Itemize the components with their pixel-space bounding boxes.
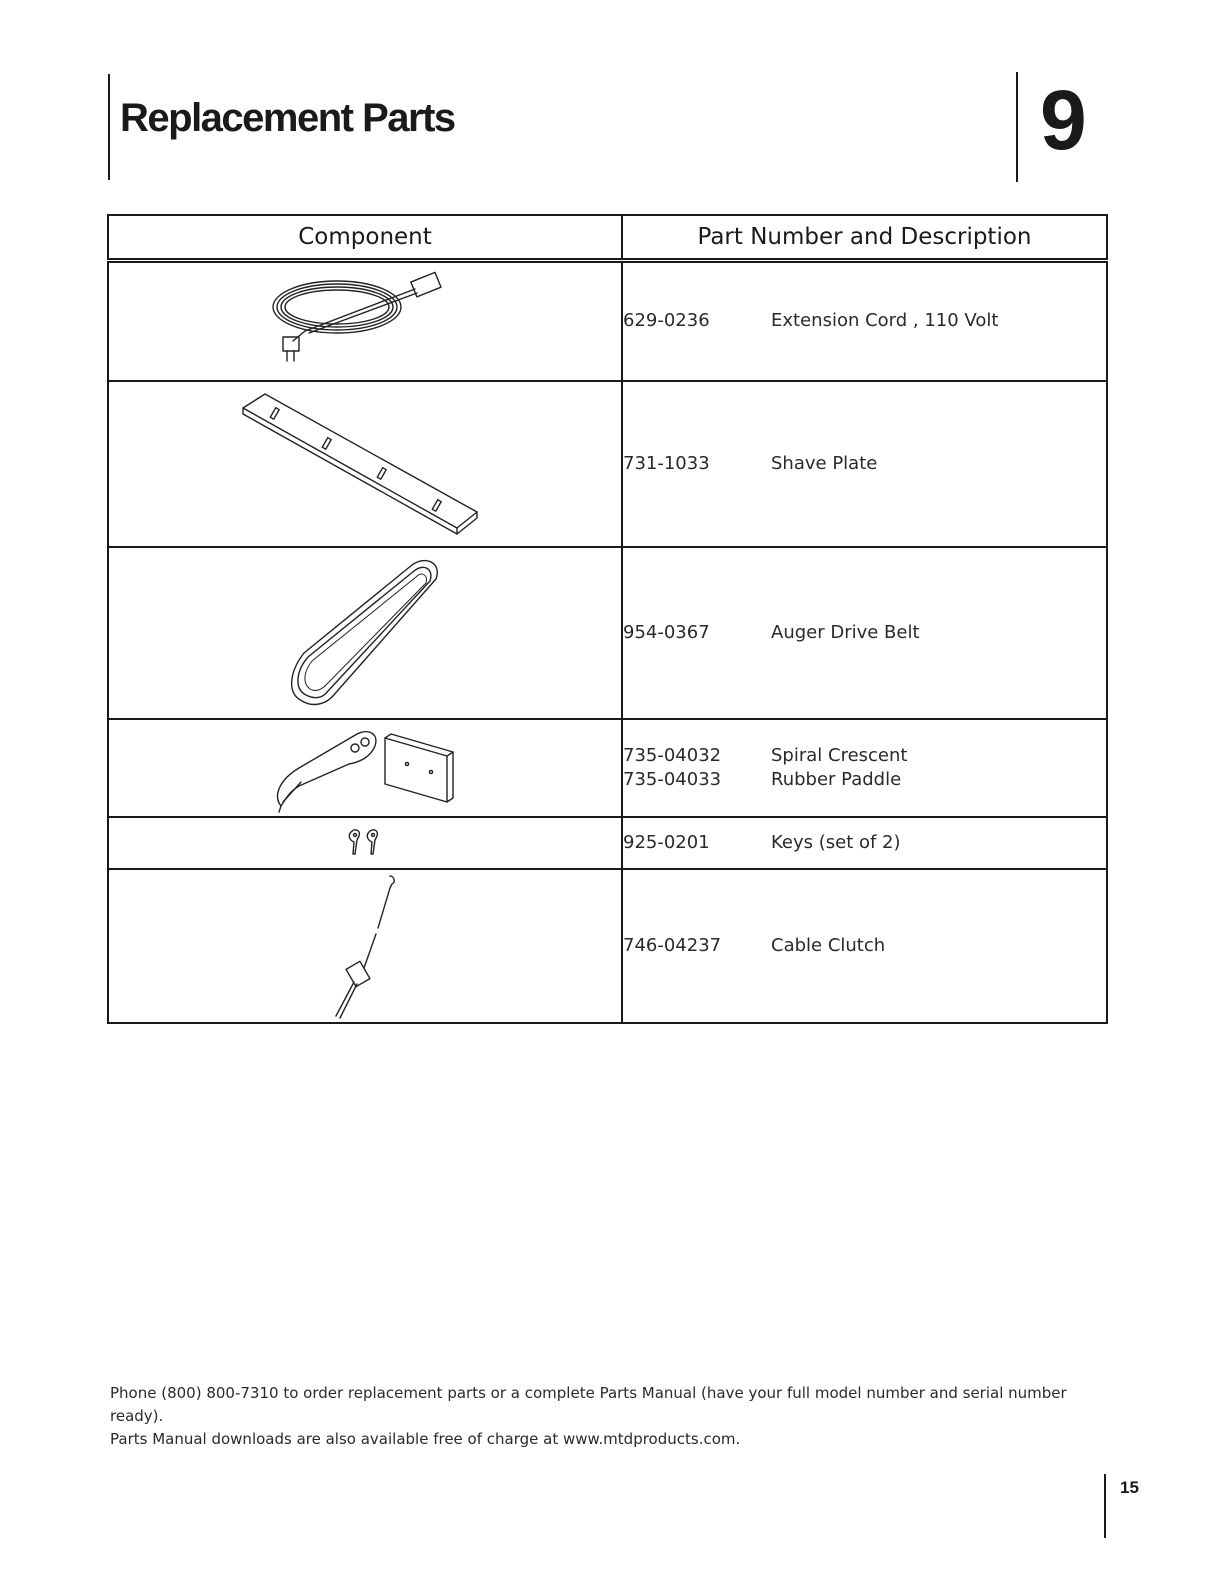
ordering-info (110, 1382, 1120, 1451)
part-number: 925-0201 (623, 831, 710, 853)
component-cell (108, 547, 622, 719)
part-entry (623, 934, 1106, 958)
keys-illustration (345, 828, 385, 858)
part-entry (623, 744, 1106, 768)
part-description: Auger Drive Belt (771, 621, 920, 643)
table-row (108, 261, 1107, 381)
page-number: 15 (1120, 1478, 1139, 1497)
part-number: 954-0367 (623, 621, 710, 643)
column-header-component: Component (108, 215, 622, 261)
ordering-info-downloads: Parts Manual downloads are also available free of charge at www.mtdproducts.com. (110, 1430, 741, 1448)
spiral-crescent-and-rubber-paddle-illustration (265, 722, 465, 814)
component-cell (108, 719, 622, 817)
part-entry (623, 309, 1106, 333)
part-description: Shave Plate (771, 452, 878, 474)
component-cell (108, 869, 622, 1023)
part-number: 735-04032 (623, 744, 722, 766)
part-description-cell (622, 817, 1107, 869)
part-description-cell (622, 547, 1107, 719)
part-description: Cable Clutch (771, 934, 886, 956)
part-description-cell (622, 869, 1107, 1023)
table-row (108, 547, 1107, 719)
title-rule (108, 74, 110, 180)
part-description-cell (622, 719, 1107, 817)
part-entry (623, 768, 1106, 792)
part-description: Keys (set of 2) (771, 831, 901, 853)
part-entry (623, 831, 1106, 855)
part-description: Spiral Crescent (771, 744, 908, 766)
page-title: Replacement Parts (120, 96, 455, 140)
shave-plate-illustration (235, 386, 495, 542)
component-cell (108, 817, 622, 869)
table-row (108, 719, 1107, 817)
page-number-rule (1104, 1474, 1106, 1538)
table-header-row (108, 215, 1107, 261)
part-description: Rubber Paddle (771, 768, 902, 790)
component-cell (108, 381, 622, 547)
table-row (108, 381, 1107, 547)
part-number: 629-0236 (623, 310, 710, 332)
part-entry (623, 621, 1106, 645)
ordering-info-phone: Phone (800) 800-7310 to order replacement parts or a complete Parts Manual (have your full model number and serial number ready). (110, 1384, 1067, 1425)
part-number: 731-1033 (623, 452, 710, 474)
part-description-cell (622, 381, 1107, 547)
part-description-cell (622, 261, 1107, 381)
part-number: 735-04033 (623, 768, 722, 790)
part-entry (623, 452, 1106, 476)
table-row (108, 817, 1107, 869)
part-description: Extension Cord , 110 Volt (771, 310, 999, 332)
component-cell (108, 261, 622, 381)
replacement-parts-table (107, 214, 1108, 1024)
chapter-number: 9 (1040, 73, 1087, 167)
column-header-part-number: Part Number and Description (622, 215, 1107, 261)
extension-cord-illustration (265, 267, 465, 375)
cable-clutch-illustration (310, 872, 420, 1020)
auger-drive-belt-illustration (280, 553, 450, 713)
part-number: 746-04237 (623, 934, 722, 956)
table-row (108, 869, 1107, 1023)
chapter-rule (1016, 72, 1018, 182)
